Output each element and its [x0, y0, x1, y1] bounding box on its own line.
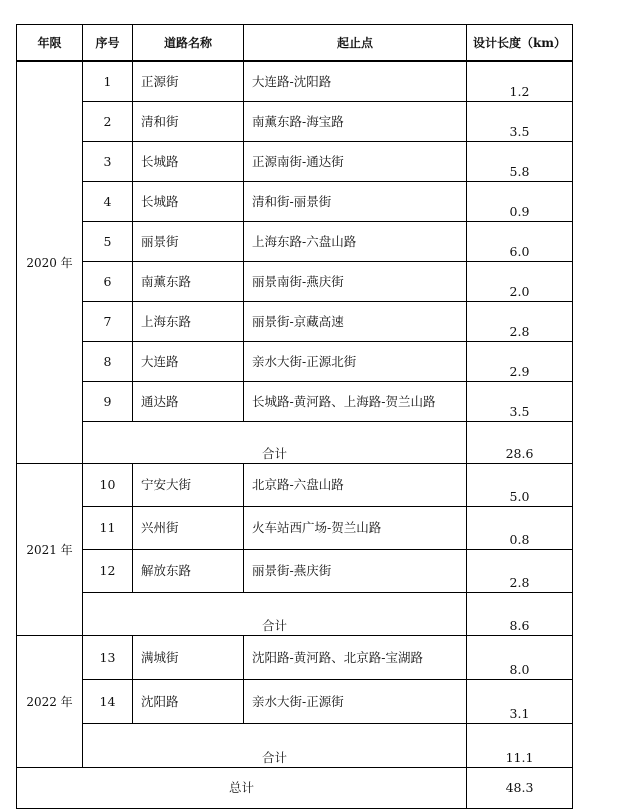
road-name-cell: 长城路 [133, 182, 244, 222]
road-plan-table [16, 24, 573, 809]
road-name-cell: 清和街 [133, 102, 244, 142]
subtotal-label: 合计 [83, 422, 467, 464]
road-name-cell: 丽景街 [133, 222, 244, 262]
table-body [17, 61, 573, 809]
table-row [17, 507, 573, 550]
start-end-cell: 亲水大街-正源北街 [244, 342, 467, 382]
length-cell: 2.9 [467, 342, 573, 382]
length-cell: 5.0 [467, 464, 573, 507]
road-name-cell: 长城路 [133, 142, 244, 182]
header-seq: 序号 [83, 25, 133, 62]
header-road: 道路名称 [133, 25, 244, 62]
start-end-cell: 亲水大街-正源街 [244, 680, 467, 724]
table-row [17, 636, 573, 680]
year-cell: 2020 年 [17, 61, 83, 464]
start-end-cell: 丽景街-燕庆街 [244, 550, 467, 593]
table-row [17, 222, 573, 262]
seq-cell: 12 [83, 550, 133, 593]
table-row [17, 182, 573, 222]
length-cell: 8.0 [467, 636, 573, 680]
length-cell: 5.8 [467, 142, 573, 182]
length-cell: 1.2 [467, 61, 573, 102]
road-name-cell: 南薰东路 [133, 262, 244, 302]
start-end-cell: 沈阳路-黄河路、北京路-宝湖路 [244, 636, 467, 680]
road-name-cell: 满城街 [133, 636, 244, 680]
seq-cell: 3 [83, 142, 133, 182]
grand-total-value: 48.3 [467, 768, 573, 809]
seq-cell: 7 [83, 302, 133, 342]
length-cell: 2.8 [467, 302, 573, 342]
subtotal-value: 11.1 [467, 724, 573, 768]
length-cell: 3.1 [467, 680, 573, 724]
table-row [17, 302, 573, 342]
subtotal-row [17, 593, 573, 636]
subtotal-value: 28.6 [467, 422, 573, 464]
length-cell: 0.9 [467, 182, 573, 222]
road-name-cell: 解放东路 [133, 550, 244, 593]
header-span: 起止点 [244, 25, 467, 62]
table-row [17, 61, 573, 102]
start-end-cell: 长城路-黄河路、上海路-贺兰山路 [244, 382, 467, 422]
subtotal-label: 合计 [83, 724, 467, 768]
seq-cell: 13 [83, 636, 133, 680]
length-cell: 2.8 [467, 550, 573, 593]
length-cell: 6.0 [467, 222, 573, 262]
seq-cell: 4 [83, 182, 133, 222]
length-cell: 3.5 [467, 382, 573, 422]
year-cell: 2022 年 [17, 636, 83, 768]
start-end-cell: 南薰东路-海宝路 [244, 102, 467, 142]
start-end-cell: 北京路-六盘山路 [244, 464, 467, 507]
start-end-cell: 清和街-丽景街 [244, 182, 467, 222]
seq-cell: 6 [83, 262, 133, 302]
seq-cell: 1 [83, 61, 133, 102]
road-name-cell: 兴州街 [133, 507, 244, 550]
road-name-cell: 大连路 [133, 342, 244, 382]
grand-total-label: 总计 [17, 768, 467, 809]
road-name-cell: 上海东路 [133, 302, 244, 342]
road-name-cell: 正源街 [133, 61, 244, 102]
start-end-cell: 丽景街-京藏高速 [244, 302, 467, 342]
start-end-cell: 丽景南街-燕庆街 [244, 262, 467, 302]
table-row [17, 102, 573, 142]
length-cell: 3.5 [467, 102, 573, 142]
seq-cell: 5 [83, 222, 133, 262]
subtotal-label: 合计 [83, 593, 467, 636]
road-name-cell: 通达路 [133, 382, 244, 422]
seq-cell: 9 [83, 382, 133, 422]
subtotal-row [17, 422, 573, 464]
start-end-cell: 大连路-沈阳路 [244, 61, 467, 102]
subtotal-row [17, 724, 573, 768]
header-year: 年限 [17, 25, 83, 62]
length-cell: 0.8 [467, 507, 573, 550]
header-row [17, 25, 573, 62]
seq-cell: 2 [83, 102, 133, 142]
table-row [17, 142, 573, 182]
seq-cell: 14 [83, 680, 133, 724]
table-row [17, 464, 573, 507]
start-end-cell: 上海东路-六盘山路 [244, 222, 467, 262]
road-name-cell: 沈阳路 [133, 680, 244, 724]
table-row [17, 262, 573, 302]
grand-total-row [17, 768, 573, 809]
road-name-cell: 宁安大街 [133, 464, 244, 507]
seq-cell: 10 [83, 464, 133, 507]
seq-cell: 11 [83, 507, 133, 550]
seq-cell: 8 [83, 342, 133, 382]
year-cell: 2021 年 [17, 464, 83, 636]
table-row [17, 550, 573, 593]
header-length: 设计长度（km） [467, 25, 573, 62]
table-row [17, 342, 573, 382]
table-row [17, 680, 573, 724]
subtotal-value: 8.6 [467, 593, 573, 636]
length-cell: 2.0 [467, 262, 573, 302]
table-row [17, 382, 573, 422]
start-end-cell: 火车站西广场-贺兰山路 [244, 507, 467, 550]
start-end-cell: 正源南街-通达街 [244, 142, 467, 182]
